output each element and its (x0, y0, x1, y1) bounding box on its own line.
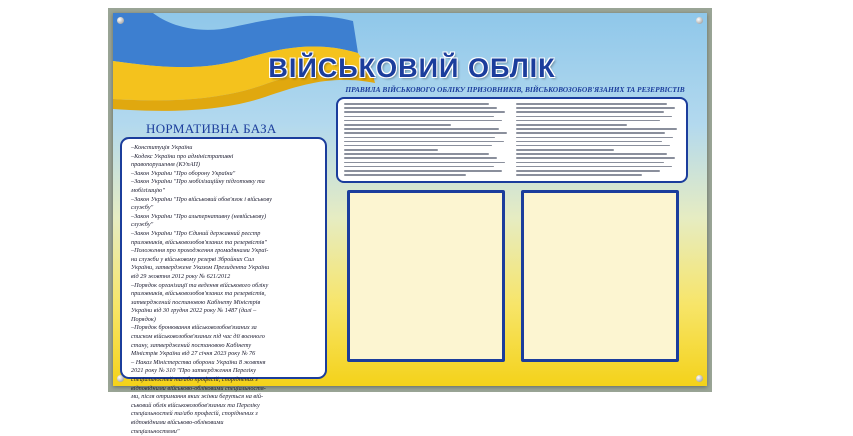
text-line-graphic (344, 141, 504, 143)
list-item: –Закон України "Про мобілізаційну підготовку та (131, 178, 265, 186)
list-item: –Положення про проходження громадянами Украї- (131, 247, 269, 255)
list-item: призовників, військовозобов'язаних та резервістів" (131, 238, 267, 246)
list-item: –Порядок бронювання військовозобов'язаних за (131, 324, 257, 332)
stand-subtitle: ПРАВИЛА ВІЙСЬКОВОГО ОБЛІКУ ПРИЗОВНИКІВ, ВІЙСЬКОВОЗОБОВ'ЯЗАНИХ ТА РЕЗЕРВІСТІВ (345, 85, 685, 94)
list-item: спеціальностей та/або професій, споріднених з (131, 410, 258, 418)
text-line-graphic (516, 137, 674, 139)
list-item: –Закон України "Про військовий обов'язок і військову (131, 195, 272, 203)
text-line-graphic (516, 132, 666, 134)
list-item: ськовий облік військовозобов'язаних та Переліку (131, 401, 260, 409)
document-pocket-right (521, 190, 679, 362)
normative-list (131, 144, 320, 436)
list-item: України, затверджене Указом Президента України (131, 264, 270, 272)
text-line-graphic (516, 120, 661, 122)
list-item: спеціальностями" (131, 427, 180, 435)
text-line-graphic (516, 149, 615, 151)
text-line-graphic (344, 157, 497, 159)
document-pocket-left (347, 190, 505, 362)
text-line-graphic (344, 137, 495, 139)
list-item: списком військовозобов'язаних під час дії воєнного (131, 333, 265, 341)
list-item: –Закон України "Про Єдиний державний реєстр (131, 229, 261, 237)
rules-column-right (516, 103, 681, 177)
text-line-graphic (344, 170, 502, 172)
list-item: відповідними військово-обліковими спеціальностя- (131, 384, 266, 392)
text-line-graphic (344, 166, 494, 168)
list-item: –Конституція України (131, 144, 193, 151)
list-item: – Наказ Міністерства оборони України 8 жовтня (131, 358, 266, 366)
list-item: службу" (131, 204, 154, 212)
list-item: мобілізацію" (131, 186, 165, 194)
text-line-graphic (344, 145, 492, 147)
list-item: спеціальностей та/або професій, споріднених з (131, 376, 258, 384)
list-item: ни служби у військовому резерві Збройних Сил (131, 255, 254, 263)
text-line-graphic (516, 116, 672, 118)
text-line-graphic (516, 107, 676, 109)
text-line-graphic (516, 103, 667, 105)
text-line-graphic (516, 111, 664, 113)
text-line-graphic (516, 128, 677, 130)
screw-icon (696, 375, 703, 382)
text-line-graphic (344, 162, 505, 164)
list-item: –Кодекс України про адміністративні (131, 152, 234, 160)
list-item: від 29 жовтня 2012 року № 621/2012 (131, 272, 231, 280)
text-line-graphic (344, 111, 505, 113)
text-line-graphic (516, 153, 667, 155)
list-item: –Порядок організації та ведення військового обліку (131, 281, 269, 289)
list-item: Порядок) (131, 315, 156, 323)
text-line-graphic (344, 107, 497, 109)
list-item: ми, після отримання яких жінки беруться на вій- (131, 393, 264, 401)
list-item: правопорушення (КУпАП) (131, 161, 200, 169)
list-item: затверджений постановою Кабінету Міністрів (131, 298, 261, 306)
text-line-graphic (344, 153, 489, 155)
list-item: службу" (131, 221, 154, 229)
rules-column-left (344, 103, 509, 177)
list-item: Міністрів України від 27 січня 2023 року № 76 (131, 350, 256, 358)
list-item: стану, затверджений постановою Кабінету (131, 341, 252, 349)
list-item: –Закон України "Про оборону України" (131, 169, 236, 177)
text-line-graphic (344, 149, 438, 151)
text-line-graphic (516, 162, 664, 164)
text-line-graphic (344, 116, 494, 118)
list-item: відповідними військово-обліковими (131, 419, 224, 426)
text-line-graphic (516, 170, 661, 172)
text-line-graphic (516, 174, 643, 176)
text-line-graphic (344, 120, 502, 122)
text-line-graphic (344, 174, 466, 176)
list-item: 2021 року № 310 "Про затвердження Переліку (131, 367, 257, 375)
list-item: України від 30 грудня 2022 року № 1487 (далі – (131, 307, 257, 315)
stand-title: ВІЙСЬКОВИЙ ОБЛІК (268, 53, 556, 83)
normative-panel (120, 137, 327, 435)
list-item: призовників, військовозобов'язаних та резервістів, (131, 290, 266, 298)
text-line-graphic (344, 128, 499, 130)
text-line-graphic (344, 103, 489, 105)
normative-heading: НОРМАТИВНА БАЗА (146, 121, 277, 136)
text-line-graphic (516, 166, 672, 168)
text-line-graphic (516, 157, 676, 159)
text-line-graphic (516, 145, 671, 147)
text-line-graphic (516, 141, 662, 143)
text-line-graphic (344, 124, 451, 126)
rules-text-panel (336, 97, 688, 183)
screw-icon (696, 17, 703, 24)
screw-icon (117, 17, 124, 24)
list-item: –Закон України "Про альтернативну (невійськову) (131, 212, 267, 220)
text-line-graphic (344, 132, 507, 134)
text-line-graphic (516, 124, 628, 126)
